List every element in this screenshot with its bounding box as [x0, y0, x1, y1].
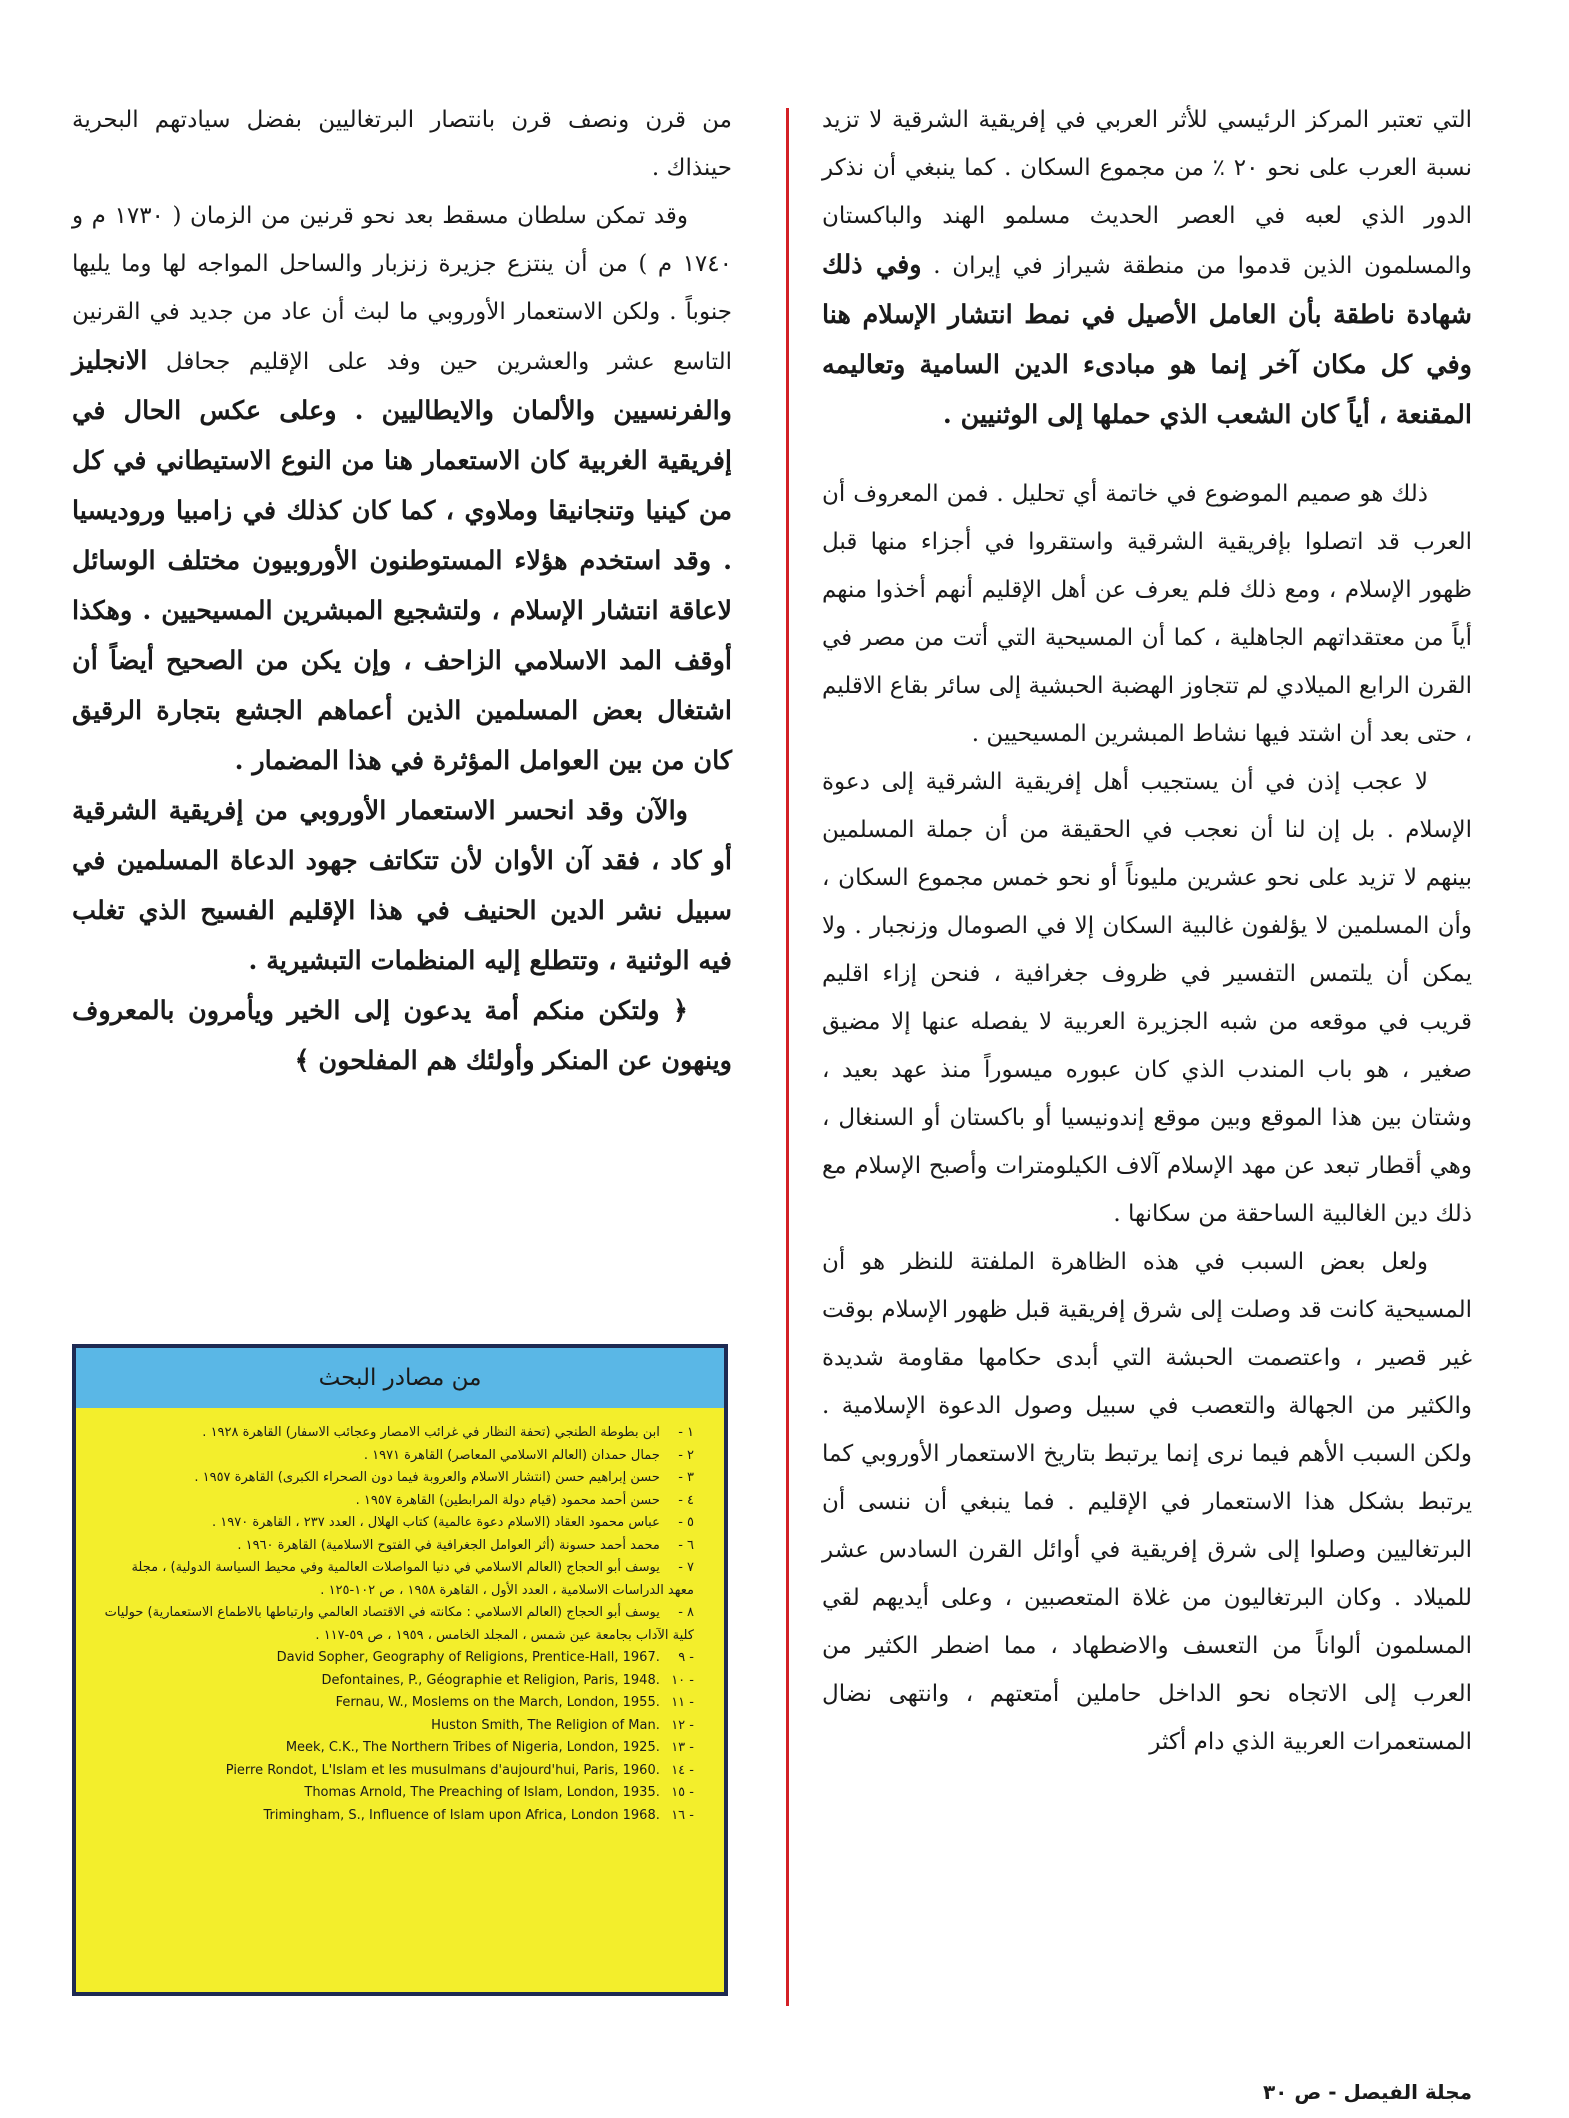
- right-paragraph-4: ولعل بعض السبب في هذه الظاهرة الملفتة للنظر هو أن المسيحية كانت قد وصلت إلى شرق إفريقية قبل ظهور الإسلام بوقت غير قصير ، واعتصمت الحبشة التي أبدى حكامها مقاومة شديدة والكثير من الجهالة والتعصب في سبيل وصول الدعوة الإسلامية . ولكن السبب الأهم فيما نرى إنما يرتبط بتاريخ الاستعمار الأوروبي كما يرتبط بشكل هذا الاستعمار في الإقليم . فما ينبغي أن ننسى أن البرتغاليين وصلوا إلى شرق إفريقية في أوائل القرن السادس عشر للميلاد . وكان البرتغاليون من غلاة المتعصبين ، وعلى أيديهم لقي المسلمون ألواناً من التعسف والاضطهاد ، مما اضطر الكثير من العرب إلى الاتجاه نحو الداخل حاملين أمتعتهم ، وانتهى نضال المستعمرات العربية الذي دام أكثر: [822, 1249, 1472, 1755]
- source-text: Fernau, W., Moslems on the March, London, 1955.: [335, 1695, 660, 1710]
- sources-box: [72, 1344, 728, 1996]
- right-paragraph-3: لا عجب إذن في أن يستجيب أهل إفريقية الشرقية إلى دعوة الإسلام . بل إن لنا أن نعجب في الحقيقة من أن جملة المسلمين بينهم لا تزيد على نحو عشرين مليوناً أو نحو خمس مجموع السكان ، وأن المسلمين لا يؤلفون غالبية السكان إلا في الصومال وزنجبار . ولا يمكن أن يلتمس التفسير في ظروف جغرافية ، فنحن إزاء اقليم قريب في موقعه من شبه الجزيرة العربية لا يفصله عنها إلا مضيق صغير ، هو باب المندب الذي كان عبوره ميسوراً منذ عهد بعيد ، وشتان بين هذا الموقع وبين موقع إندونيسيا أو باكستان أو السنغال ، وهي أقطار تبعد عن مهد الإسلام آلاف الكيلومترات وأصبح الإسلام مع ذلك دين الغالبية الساحقة من سكانها .: [822, 769, 1472, 1227]
- source-text: Pierre Rondot, L'Islam et les musulmans d'aujourd'hui, Paris, 1960.: [225, 1762, 660, 1778]
- source-item: [102, 1692, 694, 1715]
- source-number: ١٥ -: [671, 1785, 694, 1800]
- source-text: يوسف أبو الحجاج (العالم الاسلامي : مكانته في الاقتصاد العالمي وارتباطها بالاطماع الاستعمارية) حوليات كلية الآداب بجامعة عين شمس ، المجلد الخامس ، ١٩٥٩ ، ص ٥٩-١١٧ .: [104, 1605, 694, 1643]
- source-item: [102, 1737, 694, 1760]
- left-paragraph-2-text: وقد تمكن سلطان مسقط بعد نحو قرنين من الزمان ( ١٧٣٠ م و ١٧٤٠ م ) من أن ينتزع جزيرة زنزبار والساحل المواجه لها وما يليها جنوباً . ولكن الاستعمار الأوروبي ما لبث أن عاد من جديد في القرنين التاسع عشر والعشرين حين وفد على الإقليم جحافل: [72, 203, 733, 375]
- source-text: Huston Smith, The Religion of Man.: [431, 1717, 660, 1733]
- source-text: ابن بطوطة الطنجي (تحفة النظار في غرائب الامصار وعجائب الاسفار) القاهرة ١٩٢٨ .: [202, 1425, 660, 1440]
- source-number: ١٢ -: [671, 1717, 694, 1733]
- source-number: ١٠ -: [671, 1672, 694, 1688]
- source-item: [102, 1805, 694, 1828]
- sources-header: [76, 1348, 724, 1408]
- left-column: [72, 96, 732, 1086]
- source-item: [102, 1422, 694, 1445]
- page-footer: مجلة الفيصل - ص ٣٠: [1262, 2080, 1472, 2104]
- source-text: Thomas Arnold, The Preaching of Islam, London, 1935.: [304, 1785, 660, 1800]
- left-paragraph-2: [72, 192, 732, 786]
- source-text: Trimingham, S., Influence of Islam upon Africa, London 1968.: [263, 1807, 660, 1823]
- source-number: ١٤ -: [671, 1762, 694, 1778]
- source-text: محمد أحمد حسونة (أثر العوامل الجغرافية في الفتوح الاسلامية) القاهرة ١٩٦٠ .: [237, 1537, 660, 1553]
- right-paragraph-2: ذلك هو صميم الموضوع في خاتمة أي تحليل . فمن المعروف أن العرب قد اتصلوا بإفريقية الشرقية واستقروا في أجزاء منها قبل ظهور الإسلام ، ومع ذلك فلم يعرف عن أهل الإقليم أنهم أخذوا منهم أياً من معتقداتهم الجاهلية ، كما أن المسيحية التي أتت من مصر في القرن الرابع الميلادي لم تتجاوز الهضبة الحبشية إلى سائر بقاع الاقليم ، حتى بعد أن اشتد فيها نشاط المبشرين المسيحيين .: [822, 481, 1472, 747]
- source-item: [102, 1647, 694, 1670]
- source-text: جمال حمدان (العالم الاسلامي المعاصر) القاهرة ١٩٧١ .: [363, 1447, 660, 1463]
- right-paragraph-1: [822, 96, 1472, 440]
- source-number: ١١ -: [671, 1695, 694, 1710]
- source-item: [102, 1715, 694, 1738]
- source-number: ٨ -: [678, 1605, 694, 1620]
- source-number: ٣ -: [678, 1470, 694, 1485]
- source-number: ١٣ -: [671, 1740, 694, 1755]
- source-item: [102, 1535, 694, 1558]
- quran-quote: ﴿ ولتكن منكم أمة يدعون إلى الخير ويأمرون بالمعروف وينهون عن المنكر وأولئك هم المفلحون ﴾: [72, 996, 732, 1076]
- source-text: David Sopher, Geography of Religions, Prentice-Hall, 1967.: [276, 1650, 660, 1665]
- source-text: Defontaines, P., Géographie et Religion, Paris, 1948.: [321, 1672, 660, 1688]
- source-number: ٦ -: [678, 1537, 694, 1553]
- source-item: [102, 1670, 694, 1693]
- left-paragraph-3: والآن وقد انحسر الاستعمار الأوروبي من إفريقية الشرقية أو كاد ، فقد آن الأوان لأن تتكاتف جهود الدعاة المسلمين في سبيل نشر الدين الحنيف في هذا الإقليم الفسيح الذي تغلب فيه الوثنية ، وتتطلع إليه المنظمات التبشيرية .: [72, 796, 733, 976]
- right-paragraph-1-emphasis: وفي ذلك شهادة ناطقة بأن العامل الأصيل في نمط انتشار الإسلام هنا وفي كل مكان آخر إنما هو مبادىء الدين السامية وتعاليمه المقنعة ، أياً كان الشعب الذي حملها إلى الوثنيين .: [822, 250, 1472, 430]
- source-number: ١ -: [678, 1425, 694, 1440]
- source-item: [102, 1760, 694, 1783]
- sources-title: من مصادر البحث: [318, 1365, 482, 1391]
- source-item: [102, 1557, 694, 1602]
- source-number: ٧ -: [678, 1560, 694, 1575]
- source-item: [102, 1445, 694, 1468]
- right-column: [822, 96, 1472, 1766]
- sources-list: [76, 1408, 724, 1827]
- source-text: حسن أحمد محمود (قيام دولة المرابطين) القاهرة ١٩٥٧ .: [355, 1492, 660, 1508]
- left-paragraph-2-emphasis: الانجليز والفرنسيين والألمان والايطاليين . وعلى عكس الحال في إفريقية الغربية كان الاستعمار هنا من النوع الاستيطاني في كل من كينيا وتنجانيقا وملاوي ، كما كان كذلك في زامبيا وروديسيا . وقد استخدم هؤلاء المستوطنون الأوروبيون مختلف الوسائل لاعاقة انتشار الإسلام ، ولتشجيع المبشرين المسيحيين . وهكذا أوقف المد الاسلامي الزاحف ، وإن يكن من الصحيح أيضاً أن اشتغال بعض المسلمين الذين أعماهم الجشع بتجارة الرقيق كان من بين العوامل المؤثرة في هذا المضمار .: [72, 346, 732, 776]
- left-paragraph-1: من قرن ونصف قرن بانتصار البرتغاليين بفضل سيادتهم البحرية حينذاك .: [72, 107, 732, 181]
- source-number: ٢ -: [678, 1447, 694, 1463]
- source-number: ٩ -: [678, 1650, 694, 1665]
- source-text: Meek, C.K., The Northern Tribes of Nigeria, London, 1925.: [285, 1740, 660, 1755]
- source-item: [102, 1782, 694, 1805]
- source-number: ٥ -: [678, 1515, 694, 1530]
- source-text: عباس محمود العقاد (الاسلام دعوة عالمية) كتاب الهلال ، العدد ٢٣٧ ، القاهرة ١٩٧٠ .: [212, 1515, 660, 1530]
- source-item: [102, 1602, 694, 1647]
- source-item: [102, 1490, 694, 1513]
- source-number: ٤ -: [678, 1492, 694, 1508]
- source-item: [102, 1512, 694, 1535]
- right-paragraph-1-text: التي تعتبر المركز الرئيسي للأثر العربي في إفريقية الشرقية لا تزيد نسبة العرب على نحو ٢٠ ٪ من مجموع السكان . كما ينبغي أن نذكر الدور الذي لعبه في العصر الحديث مسلمو الهند والباكستان والمسلمون الذين قدموا من منطقة شيراز في إيران .: [822, 107, 1473, 279]
- source-text: حسن إبراهيم حسن (انتشار الاسلام والعروبة فيما دون الصحراء الكبرى) القاهرة ١٩٥٧ .: [194, 1470, 660, 1485]
- source-number: ١٦ -: [671, 1807, 694, 1823]
- source-text: يوسف أبو الحجاج (العالم الاسلامي في دنيا المواصلات العالمية وفي محيط السياسة الدولية) ، مجلة معهد الدراسات الاسلامية ، العدد الأول ، القاهرة ١٩٥٨ ، ص ١٠٢-١٢٥ .: [131, 1560, 694, 1598]
- source-item: [102, 1467, 694, 1490]
- column-divider: [786, 108, 789, 2006]
